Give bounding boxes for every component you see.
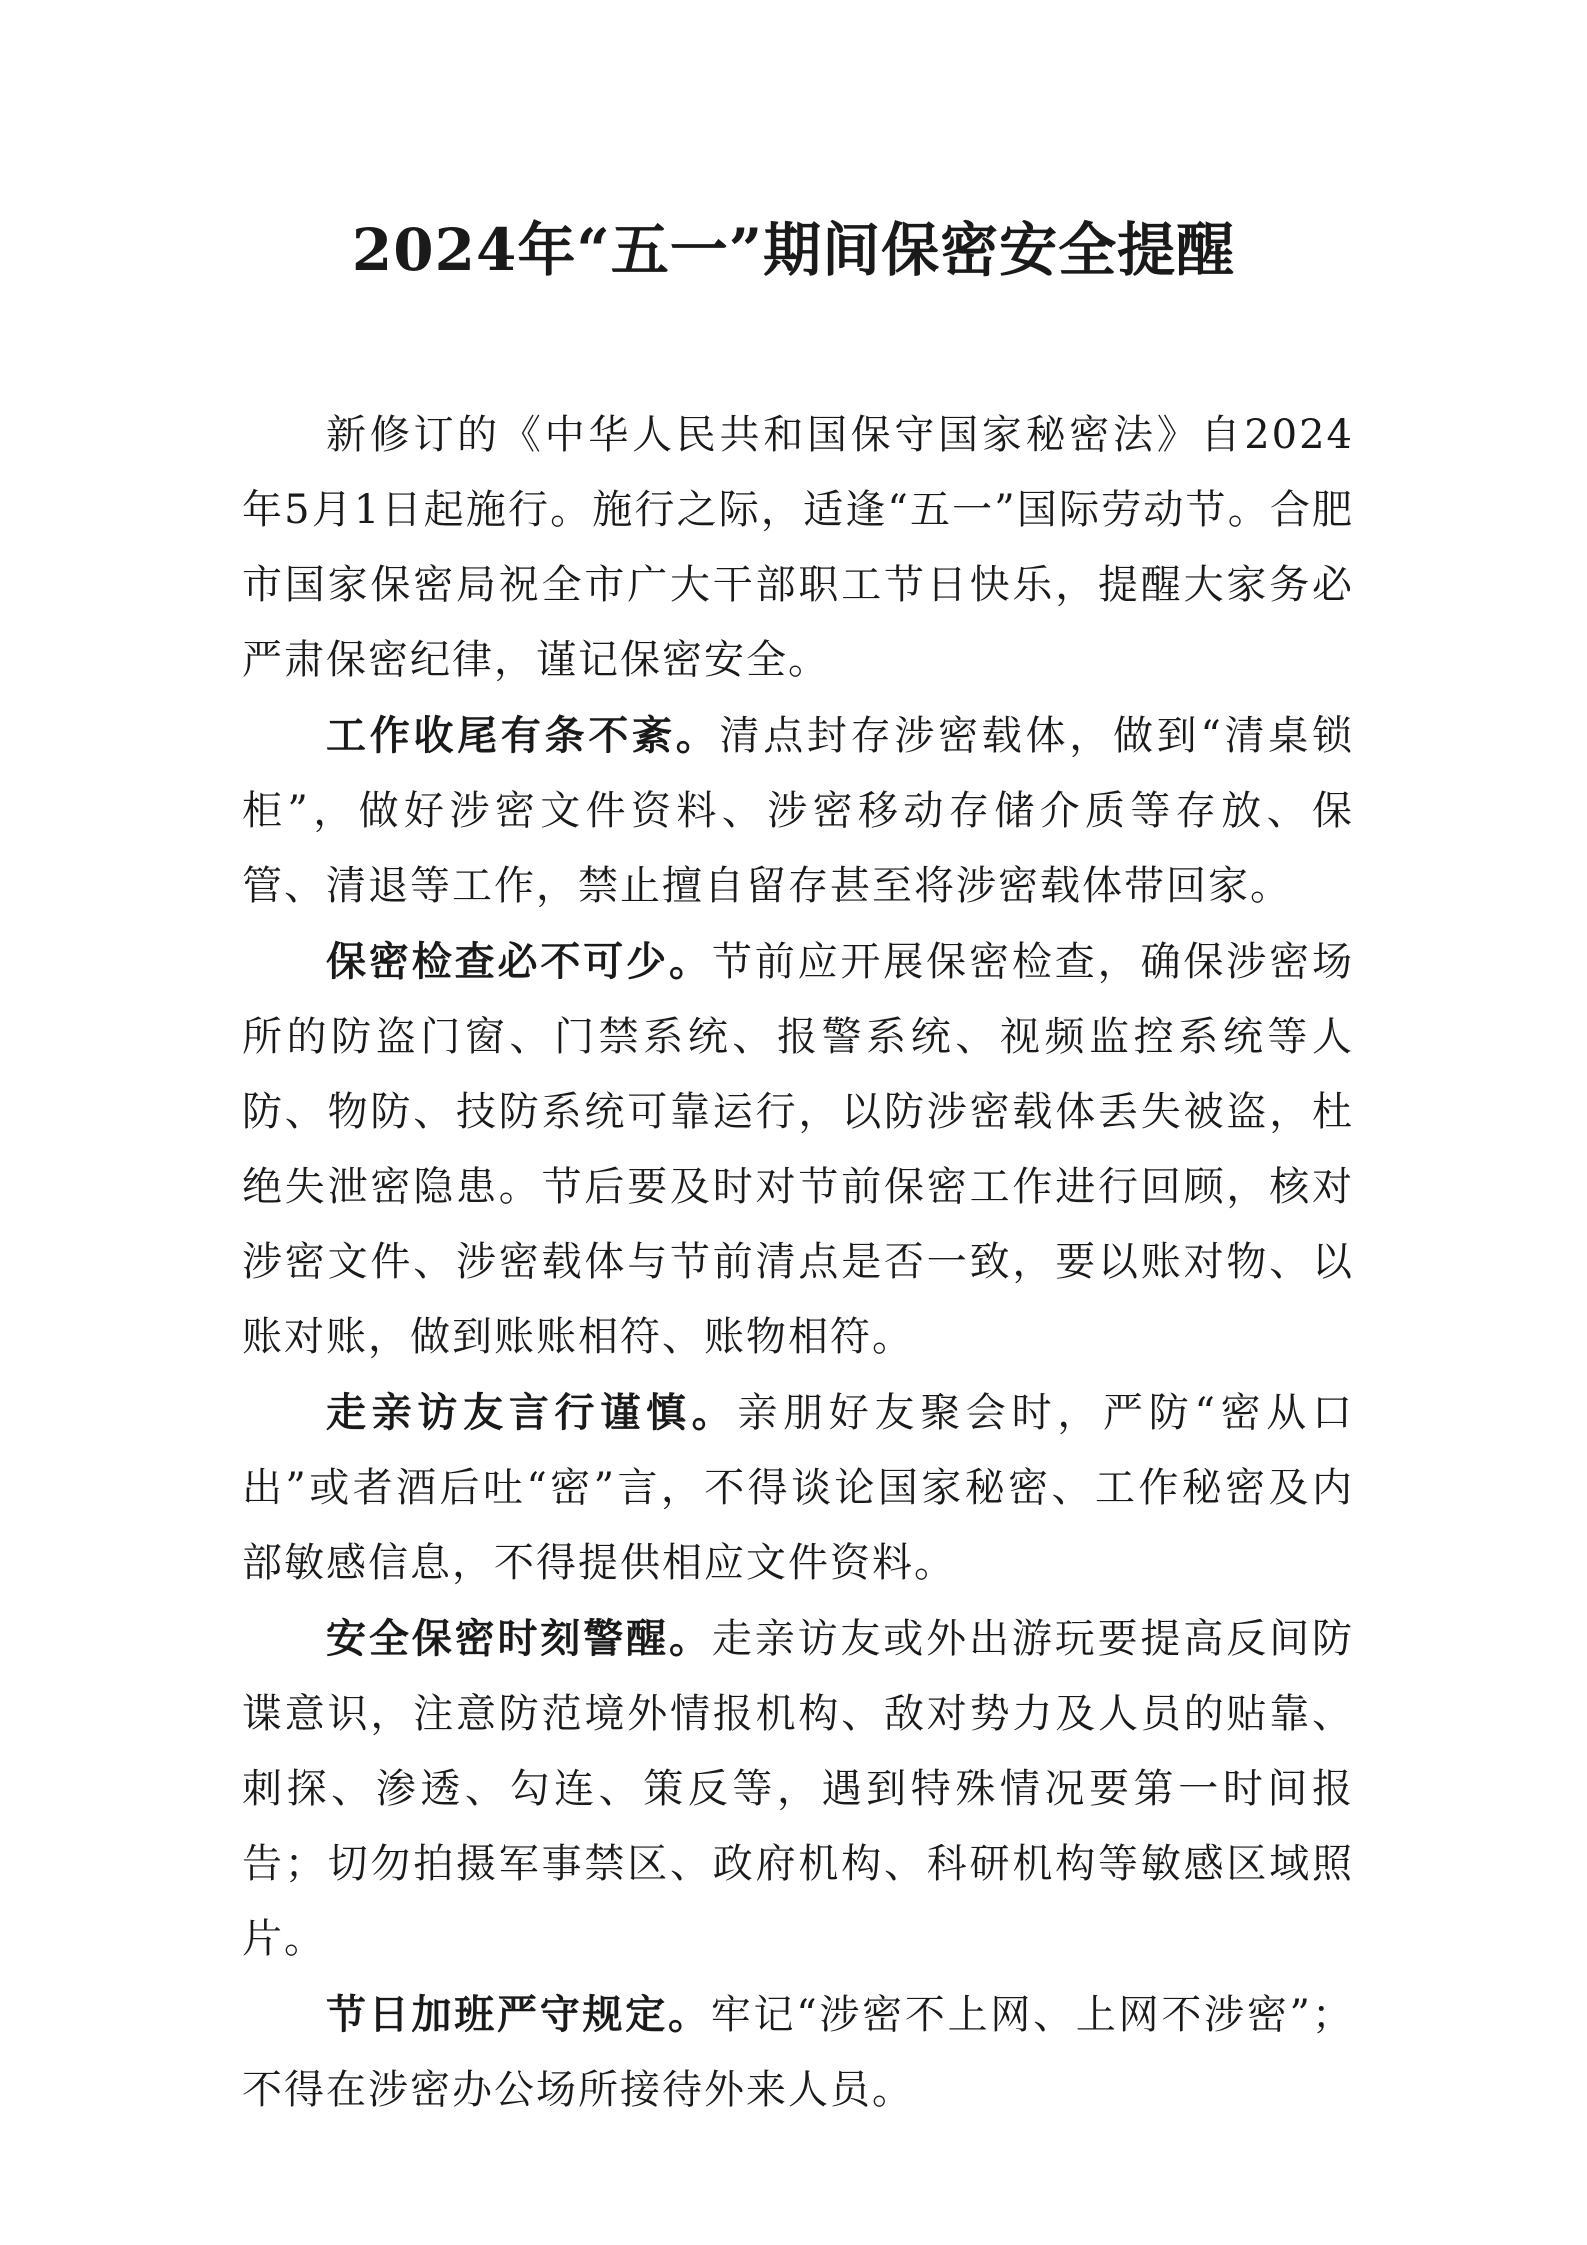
section-text: 清点封存涉密载体，做到“清桌锁柜”，做好涉密文件资料、涉密移动存储介质等存放、保管、清退等工作，禁止擅自留存甚至将涉密载体带回家。 <box>242 713 1355 909</box>
section-paragraph-1 <box>242 698 1354 924</box>
section-text: 亲朋好友聚会时，严防“密从口出”或者酒后吐“密”言，不得谈论国家秘密、工作秘密及内部敏感信息，不得提供相应文件资料。 <box>242 1390 1355 1586</box>
section-lead: 工作收尾有条不紊。 <box>326 712 720 759</box>
document-title: 2024年“五一”期间保密安全提醒 <box>351 216 1236 284</box>
section-paragraph-4 <box>242 1601 1354 1977</box>
section-text: 走亲访友或外出游玩要提高反间防谍意识，注意防范境外情报机构、敌对势力及人员的贴靠、刺探、渗透、勾连、策反等，遇到特殊情况要第一时间报告；切勿拍摄军事禁区、政府机构、科研机构等敏感区域照片。 <box>242 1616 1355 1962</box>
section-lead: 安全保密时刻警醒。 <box>326 1615 712 1662</box>
section-lead: 节日加班严守规定。 <box>326 1991 711 2038</box>
document-body <box>242 398 1354 2128</box>
section-lead: 走亲访友言行谨慎。 <box>326 1389 738 1436</box>
section-text: 牢记“涉密不上网、上网不涉密”；不得在涉密办公场所接待外来人员。 <box>242 1992 1355 2113</box>
section-paragraph-3 <box>242 1375 1354 1601</box>
intro-paragraph: 新修订的《中华人民共和国保守国家秘密法》自2024年5月1日起施行。施行之际，适逢“五一”国际劳动节。合肥市国家保密局祝全市广大干部职工节日快乐，提醒大家务必严肃保密纪律，谨记保密安全。 <box>242 412 1354 683</box>
section-lead: 保密检查必不可少。 <box>326 938 712 985</box>
section-paragraph-2 <box>242 924 1354 1375</box>
section-paragraph-5 <box>242 1977 1354 2128</box>
section-text: 节前应开展保密检查，确保涉密场所的防盗门窗、门禁系统、报警系统、视频监控系统等人防、物防、技防系统可靠运行，以防涉密载体丢失被盗，杜绝失泄密隐患。节后要及时对节前保密工作进行回顾，核对涉密文件、涉密载体与节前清点是否一致，要以账对物、以账对账，做到账账相符、账物相符。 <box>242 939 1355 1360</box>
